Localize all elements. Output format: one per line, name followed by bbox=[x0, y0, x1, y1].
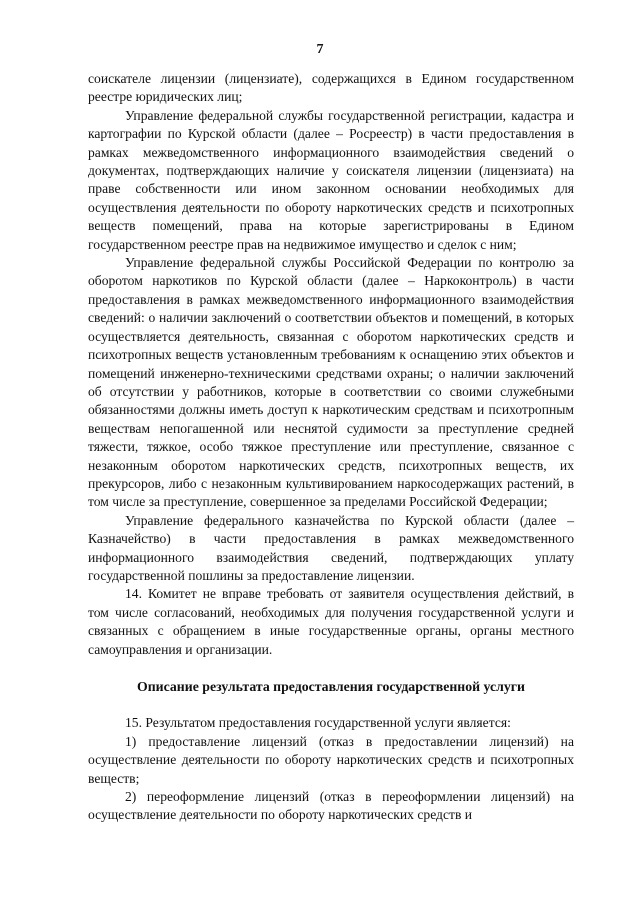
list-item-2: 2) переоформление лицензий (отказ в переоформлении лицензий) на осуществление деятельности по обороту наркотических средств и bbox=[88, 789, 574, 823]
paragraph-continuation: соискателе лицензии (лицензиате), содержащихся в Едином государственном реестре юридических лиц; bbox=[88, 71, 574, 105]
paragraph-rosreestr: Управление федеральной службы государственной регистрации, кадастра и картографии по Курской области (далее – Росреестр) в части предоставления в рамках межведомственного информационного взаимодействия сведений о документах, подтверждающих наличие у соискателя лицензии (лицензиата) на праве собственности или ином законном основании необходимых для осуществления деятельности по обороту наркотических средств и психотропных веществ помещений, права на которые зарегистрированы в Едином государственном реестре прав на недвижимое имущество и сделок с ним; bbox=[88, 107, 574, 252]
section-heading: Описание результата предоставления государственной услуги bbox=[136, 679, 525, 694]
paragraph-narkokontrol: Управление федеральной службы Российской Федерации по контролю за оборотом наркотиков по Курской области (далее – Наркоконтроль) в части предоставления в рамках межведомственного информационного взаимодействия сведений: о наличии заключений о соответствии объектов и помещений, в которых осуществляется деятельность, связанная с оборотом наркотических средств и психотропных веществ установленным требованиям к оснащению этих объектов и помещений инженерно-техническими средствами охраны; о наличии заключений об отсутствии у работников, которые в соответствии со своими служебными обязанностями должны иметь доступ к наркотическим средствам и психотропным веществам непогашенной или неснятой судимости за преступление средней тяжести, тяжкое, особо тяжкое преступление или преступление, связанное с незаконным оборотом наркотических средств, психотропных веществ, их прекурсоров, либо с незаконным культивированием наркосодержащих растений, в том числе за преступление, совершенное за пределами Российской Федерации; bbox=[88, 255, 574, 510]
paragraph-kaznacheystvo: Управление федерального казначейства по Курской области (далее – Казначейство) в части предоставления в рамках межведомственного информационного взаимодействия сведений, подтверждающих уплату государственной пошлины за предоставление лицензии. bbox=[88, 512, 574, 583]
document-body bbox=[88, 70, 574, 825]
page-number: 7 bbox=[316, 42, 324, 57]
list-item-1: 1) предоставление лицензий (отказ в предоставлении лицензий) на осуществление деятельности по обороту наркотических средств и психотропных веществ; bbox=[88, 733, 574, 786]
paragraph-item-14: 14. Комитет не вправе требовать от заявителя осуществления действий, в том числе согласований, необходимых для получения государственной услуги и связанных с обращением в иные государственные органы, органы местного самоуправления и организации. bbox=[88, 586, 574, 657]
paragraph-item-15: 15. Результатом предоставления государственной услуги является: bbox=[125, 715, 511, 731]
